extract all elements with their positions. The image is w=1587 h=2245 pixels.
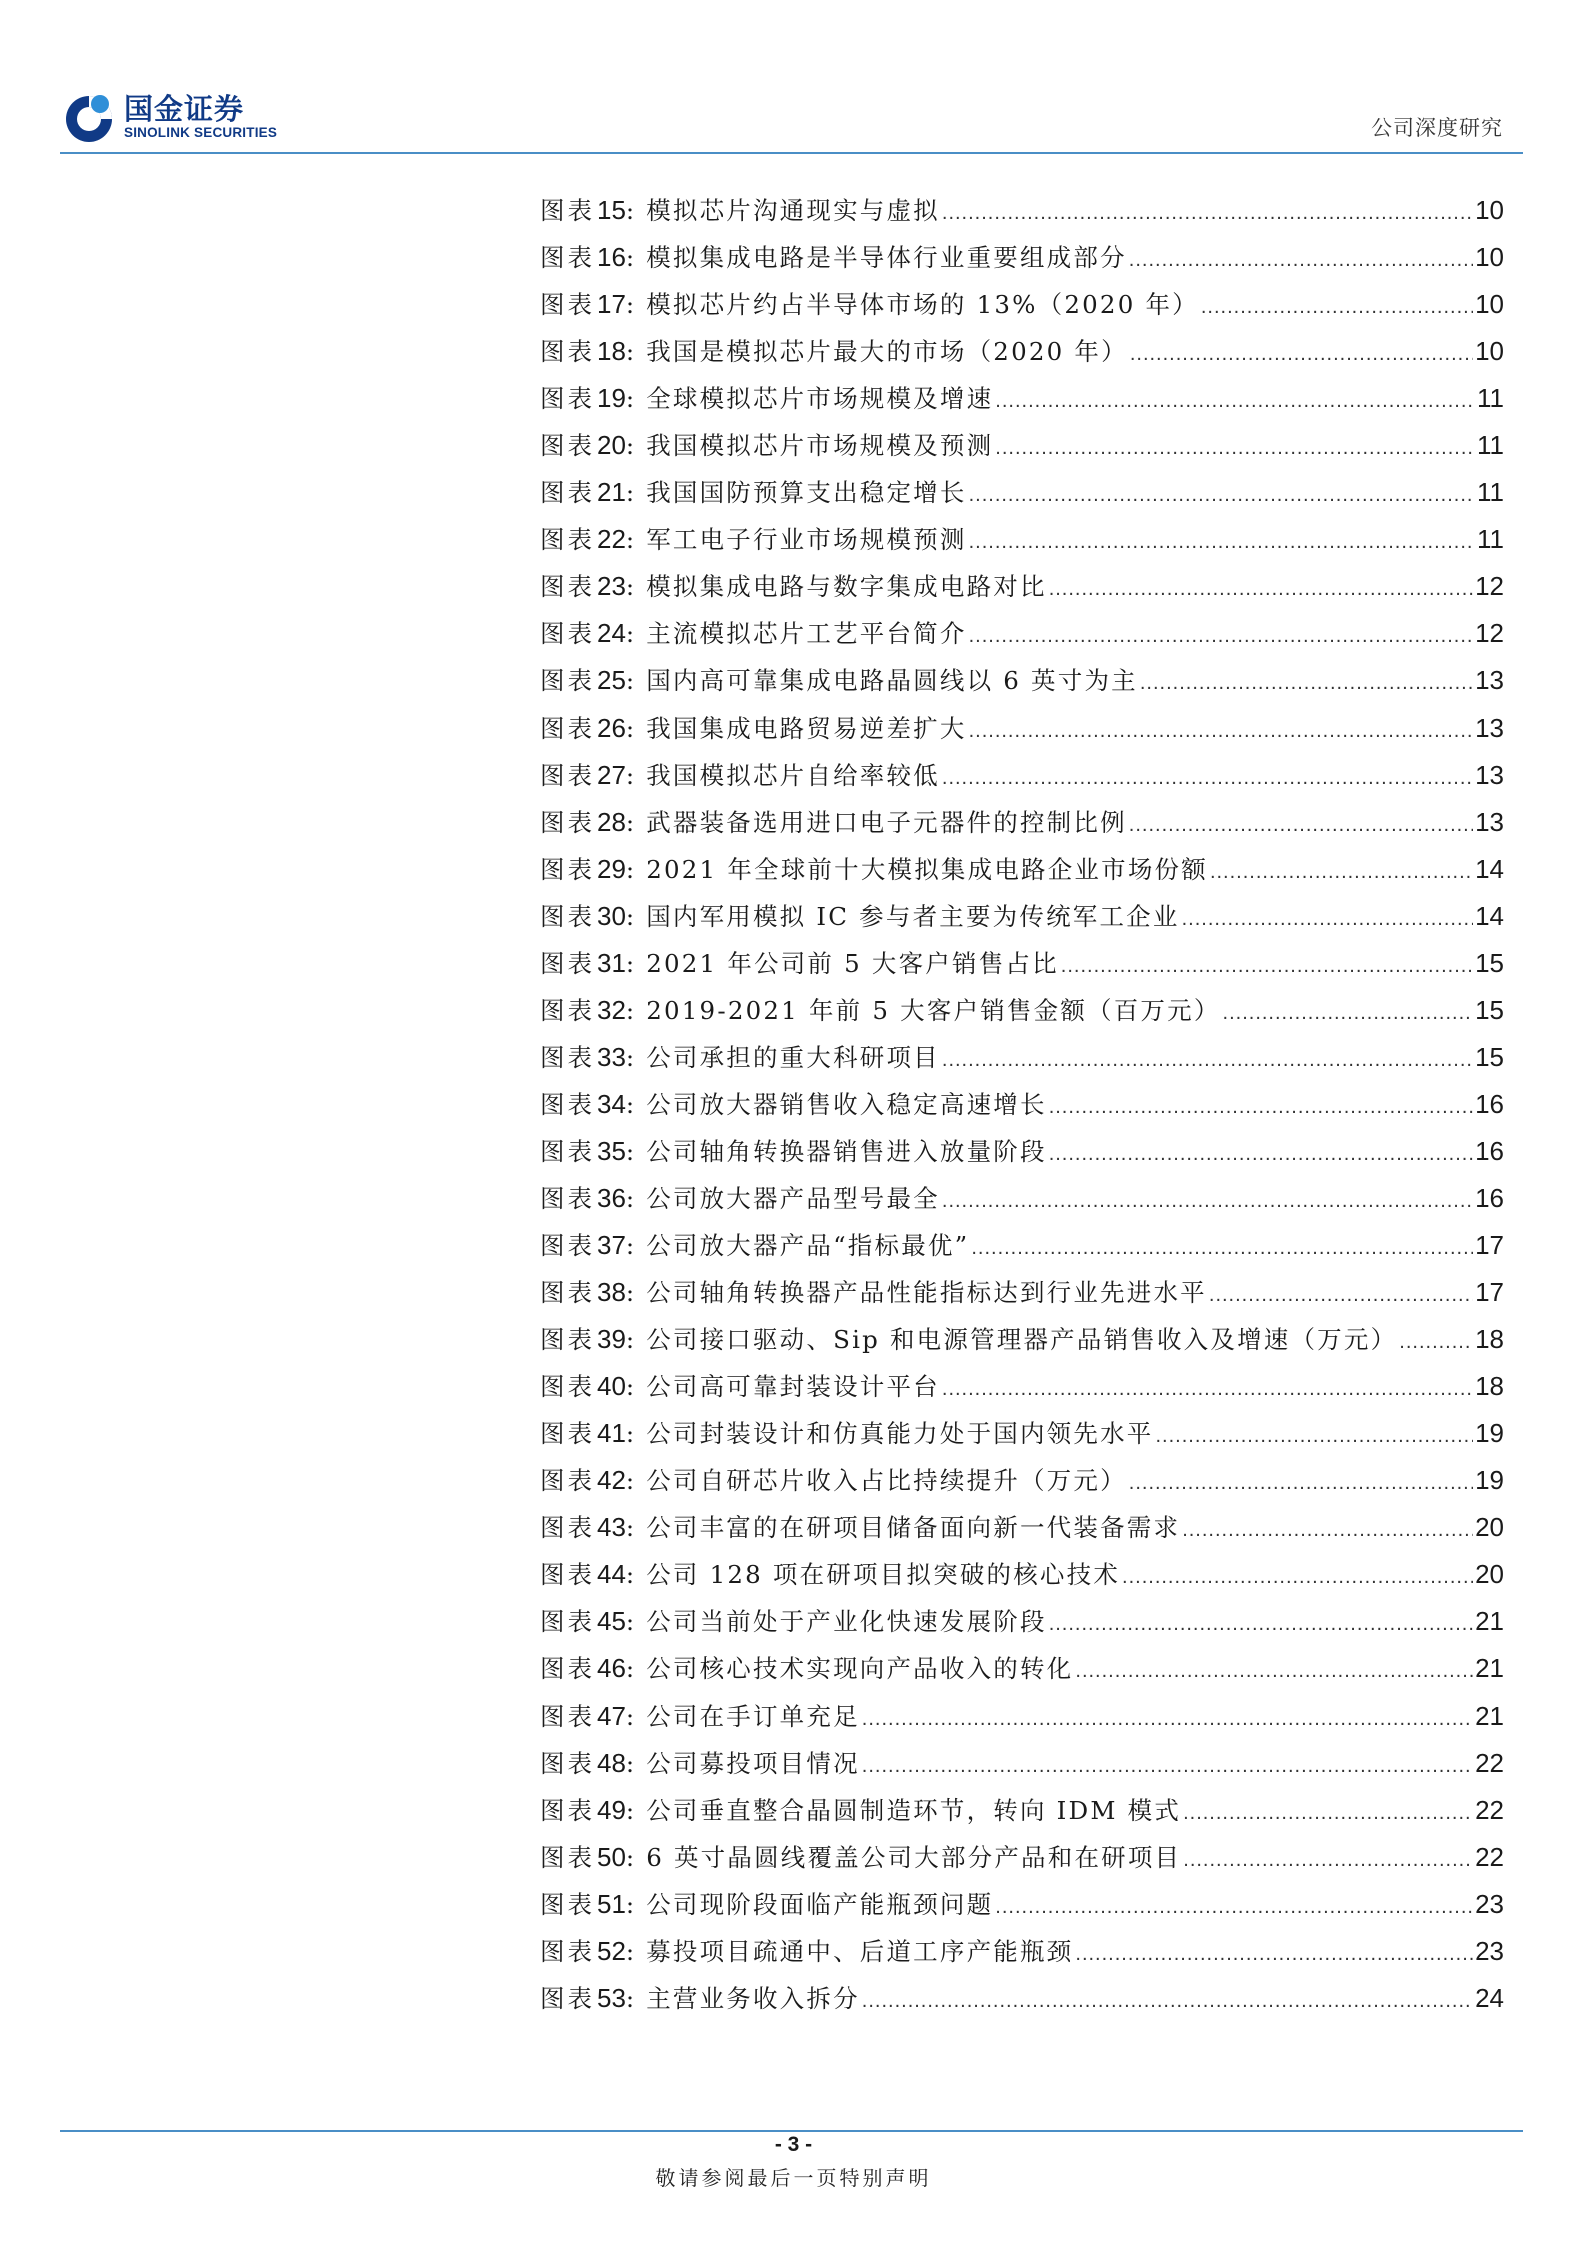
toc-entry-colon: : xyxy=(625,995,635,1025)
toc-leader-dots xyxy=(1201,284,1473,331)
toc-entry-page: 10 xyxy=(1475,195,1504,225)
toc-entry-label: 图表 xyxy=(540,666,595,696)
toc-entry-title: 公司高可靠封装设计平台 xyxy=(646,1372,940,1402)
toc-leader-dots xyxy=(995,425,1475,472)
toc-entry-colon: : xyxy=(625,807,635,837)
toc-entry-page: 12 xyxy=(1475,571,1504,602)
toc-leader-dots xyxy=(1049,1131,1473,1178)
toc-entry-label: 图表 xyxy=(540,290,595,320)
toc-entry-page: 23 xyxy=(1475,1935,1504,1966)
toc-entry-number: 20 xyxy=(597,430,626,461)
toc-entry-page: 10 xyxy=(1475,289,1504,320)
toc-leader-dots xyxy=(1182,896,1473,943)
toc-entry-colon: : xyxy=(625,1231,635,1261)
toc-entry-page: 16 xyxy=(1475,1182,1504,1213)
toc-entry-label: 图表 xyxy=(540,1936,595,1966)
toc-entry-label: 图表 xyxy=(540,1607,595,1637)
toc-entry-label: 图表 xyxy=(540,760,595,790)
toc-entry-title: 2021 年全球前十大模拟集成电路企业市场份额 xyxy=(646,854,1208,884)
toc-entry[interactable] xyxy=(540,563,1504,610)
toc-entry-number: 37 xyxy=(597,1230,626,1261)
toc-leader-dots xyxy=(1075,1931,1473,1978)
toc-entry-title: 公司现阶段面临产能瓶颈问题 xyxy=(646,1889,994,1919)
toc-entry[interactable] xyxy=(540,799,1504,846)
toc-entry-title: 2021 年公司前 5 大客户销售占比 xyxy=(646,948,1059,978)
toc-entry[interactable] xyxy=(540,893,1504,940)
toc-entry-label: 图表 xyxy=(540,1560,595,1590)
toc-entry-number: 40 xyxy=(597,1371,626,1402)
toc-entry-colon: : xyxy=(625,290,635,320)
toc-entry-label: 图表 xyxy=(540,995,595,1025)
toc-leader-dots xyxy=(969,519,1475,566)
toc-entry-page: 21 xyxy=(1475,1700,1504,1731)
toc-entry-colon: : xyxy=(625,1748,635,1778)
toc-entry-colon: : xyxy=(625,1795,635,1825)
toc-entry[interactable] xyxy=(540,1551,1504,1598)
toc-entry-number: 26 xyxy=(597,712,626,743)
toc-entry-colon: : xyxy=(625,1701,635,1731)
toc-entry-colon: : xyxy=(625,337,635,367)
toc-entry-colon: : xyxy=(625,854,635,884)
toc-entry-number: 34 xyxy=(597,1088,626,1119)
toc-entry-page: 20 xyxy=(1475,1512,1504,1543)
toc-entry-label: 图表 xyxy=(540,431,595,461)
toc-entry-number: 46 xyxy=(597,1653,626,1684)
toc-entry-number: 38 xyxy=(597,1277,626,1308)
toc-leader-dots xyxy=(1129,1460,1473,1507)
toc-entry-number: 52 xyxy=(597,1935,626,1966)
toc-entry-title: 国内军用模拟 IC 参与者主要为传统军工企业 xyxy=(646,901,1180,931)
toc-entry-label: 图表 xyxy=(540,337,595,367)
toc-leader-dots xyxy=(995,378,1475,425)
toc-entry[interactable] xyxy=(540,610,1504,657)
toc-entry[interactable] xyxy=(540,1740,1504,1787)
toc-leader-dots xyxy=(1183,1790,1473,1837)
toc-entry-title: 公司 128 项在研项目拟突破的核心技术 xyxy=(646,1560,1121,1590)
toc-entry-label: 图表 xyxy=(540,1183,595,1213)
toc-entry-colon: : xyxy=(625,1372,635,1402)
toc-entry[interactable] xyxy=(540,1128,1504,1175)
toc-leader-dots xyxy=(862,1696,1473,1743)
toc-entry-page: 19 xyxy=(1475,1465,1504,1496)
logo-english-name: SINOLINK SECURITIES xyxy=(124,125,278,140)
toc-entry[interactable] xyxy=(540,1081,1504,1128)
toc-entry-page: 14 xyxy=(1475,853,1504,884)
logo-chinese-name: 国金证券 xyxy=(124,92,245,126)
toc-entry-title: 主流模拟芯片工艺平台简介 xyxy=(646,619,967,649)
toc-entry-title: 武器装备选用进口电子元器件的控制比例 xyxy=(646,807,1127,837)
toc-entry-page: 11 xyxy=(1477,477,1504,508)
toc-entry-number: 15 xyxy=(597,195,626,225)
toc-entry-title: 公司募投项目情况 xyxy=(646,1748,860,1778)
toc-leader-dots xyxy=(1182,1507,1473,1554)
toc-entry-colon: : xyxy=(625,666,635,696)
toc-entry-colon: : xyxy=(625,1889,635,1919)
toc-entry-page: 13 xyxy=(1475,806,1504,837)
toc-entry[interactable] xyxy=(540,281,1504,328)
toc-entry-label: 图表 xyxy=(540,1748,595,1778)
toc-entry-number: 33 xyxy=(597,1041,626,1072)
toc-entry-number: 36 xyxy=(597,1182,626,1213)
report-type: 公司深度研究 xyxy=(1371,116,1503,140)
toc-leader-dots xyxy=(1049,1601,1473,1648)
toc-entry-page: 15 xyxy=(1475,1041,1504,1072)
toc-entry-title: 公司封装设计和仿真能力处于国内领先水平 xyxy=(646,1419,1154,1449)
toc-entry-colon: : xyxy=(625,196,635,225)
toc-entry-colon: : xyxy=(625,619,635,649)
toc-entry[interactable] xyxy=(540,1881,1504,1928)
toc-leader-dots xyxy=(942,755,1473,802)
toc-entry-title: 我国国防预算支出稳定增长 xyxy=(646,478,967,508)
toc-entry-label: 图表 xyxy=(540,572,595,602)
toc-entry-title: 公司承担的重大科研项目 xyxy=(646,1042,940,1072)
toc-entry-colon: : xyxy=(625,1089,635,1119)
toc-leader-dots xyxy=(995,1884,1473,1931)
toc-entry-number: 48 xyxy=(597,1747,626,1778)
toc-leader-dots xyxy=(1075,1648,1473,1695)
toc-entry-page: 16 xyxy=(1475,1088,1504,1119)
toc-leader-dots xyxy=(969,472,1475,519)
toc-entry[interactable] xyxy=(540,1834,1504,1881)
toc-entry[interactable] xyxy=(540,1975,1504,2022)
toc-entry-number: 19 xyxy=(597,383,626,414)
toc-entry-title: 主营业务收入拆分 xyxy=(646,1983,860,2013)
toc-entry-number: 47 xyxy=(597,1700,626,1731)
figure-index-list xyxy=(540,187,1504,2022)
toc-entry[interactable] xyxy=(540,1504,1504,1551)
toc-entry-page: 24 xyxy=(1475,1982,1504,2013)
toc-leader-dots xyxy=(1156,1413,1474,1460)
toc-entry-title: 模拟集成电路与数字集成电路对比 xyxy=(646,572,1047,602)
toc-entry-number: 28 xyxy=(597,806,626,837)
toc-entry-number: 49 xyxy=(597,1794,626,1825)
toc-entry-colon: : xyxy=(625,431,635,461)
toc-entry-colon: : xyxy=(625,948,635,978)
toc-entry-number: 17 xyxy=(597,289,626,320)
toc-entry-colon: : xyxy=(625,1419,635,1449)
toc-leader-dots xyxy=(1210,849,1473,896)
toc-leader-dots xyxy=(969,708,1473,755)
toc-entry-title: 全球模拟芯片市场规模及增速 xyxy=(646,384,994,414)
toc-entry-page: 15 xyxy=(1475,994,1504,1025)
toc-entry-label: 图表 xyxy=(540,807,595,837)
toc-entry-label: 图表 xyxy=(540,1842,595,1872)
disclaimer-text: 敬请参阅最后一页特别声明 xyxy=(655,2166,932,2190)
toc-entry-label: 图表 xyxy=(540,854,595,884)
toc-entry-label: 图表 xyxy=(540,1513,595,1543)
toc-entry[interactable] xyxy=(540,1269,1504,1316)
toc-entry-number: 43 xyxy=(597,1512,626,1543)
footer-divider xyxy=(60,2130,1523,2132)
toc-entry[interactable] xyxy=(540,422,1504,469)
toc-entry-title: 公司放大器产品“指标最优” xyxy=(646,1231,970,1261)
toc-entry-label: 图表 xyxy=(540,478,595,508)
toc-entry-number: 41 xyxy=(597,1418,626,1449)
toc-entry-colon: : xyxy=(625,1466,635,1496)
toc-leader-dots xyxy=(1130,331,1473,378)
toc-entry-colon: : xyxy=(625,1560,635,1590)
toc-entry-title: 模拟集成电路是半导体行业重要组成部分 xyxy=(646,243,1127,273)
toc-entry-colon: : xyxy=(625,384,635,414)
toc-entry-number: 32 xyxy=(597,994,626,1025)
toc-leader-dots xyxy=(1223,990,1474,1037)
toc-entry-colon: : xyxy=(625,1607,635,1637)
company-logo xyxy=(62,90,277,144)
toc-entry-page: 13 xyxy=(1475,759,1504,790)
toc-entry-page: 14 xyxy=(1475,900,1504,931)
toc-entry[interactable] xyxy=(540,1316,1504,1363)
toc-entry-label: 图表 xyxy=(540,1419,595,1449)
toc-entry-label: 图表 xyxy=(540,1701,595,1731)
toc-entry[interactable] xyxy=(540,1034,1504,1081)
toc-entry-title: 我国模拟芯片市场规模及预测 xyxy=(646,431,994,461)
toc-entry-page: 23 xyxy=(1475,1888,1504,1919)
toc-entry-title: 我国集成电路贸易逆差扩大 xyxy=(646,713,967,743)
toc-entry-colon: : xyxy=(625,1278,635,1308)
toc-entry-page: 10 xyxy=(1475,242,1504,273)
toc-leader-dots xyxy=(969,613,1473,660)
toc-entry-label: 图表 xyxy=(540,713,595,743)
toc-entry-label: 图表 xyxy=(540,1466,595,1496)
toc-entry-title: 模拟芯片约占半导体市场的 13%（2020 年） xyxy=(646,290,1199,320)
toc-entry[interactable] xyxy=(540,234,1504,281)
toc-entry-number: 16 xyxy=(597,242,626,273)
toc-entry-page: 13 xyxy=(1475,665,1504,696)
toc-entry-number: 18 xyxy=(597,336,626,367)
toc-entry-colon: : xyxy=(625,760,635,790)
toc-entry-page: 22 xyxy=(1475,1841,1504,1872)
toc-entry-title: 我国模拟芯片自给率较低 xyxy=(646,760,940,790)
toc-entry-label: 图表 xyxy=(540,948,595,978)
toc-entry-colon: : xyxy=(625,478,635,508)
toc-entry[interactable] xyxy=(540,987,1504,1034)
toc-entry-number: 53 xyxy=(597,1982,626,2013)
toc-entry-number: 22 xyxy=(597,524,626,555)
toc-entry-page: 17 xyxy=(1475,1230,1504,1261)
toc-entry-colon: : xyxy=(625,901,635,931)
toc-entry[interactable] xyxy=(540,1693,1504,1740)
toc-entry-label: 图表 xyxy=(540,384,595,414)
toc-entry-label: 图表 xyxy=(540,1889,595,1919)
toc-leader-dots xyxy=(1061,943,1473,990)
toc-entry-label: 图表 xyxy=(540,1231,595,1261)
toc-entry-label: 图表 xyxy=(540,525,595,555)
toc-entry[interactable] xyxy=(540,1928,1504,1975)
toc-entry-colon: : xyxy=(625,1325,635,1355)
toc-entry-title: 2019-2021 年前 5 大客户销售金额（百万元） xyxy=(646,995,1221,1025)
toc-entry-title: 公司核心技术实现向产品收入的转化 xyxy=(646,1654,1074,1684)
toc-entry-number: 44 xyxy=(597,1559,626,1590)
toc-entry-label: 图表 xyxy=(540,243,595,273)
toc-entry[interactable] xyxy=(540,1787,1504,1834)
toc-entry[interactable] xyxy=(540,469,1504,516)
toc-entry-page: 15 xyxy=(1475,947,1504,978)
toc-entry-label: 图表 xyxy=(540,1372,595,1402)
toc-entry-title: 公司垂直整合晶圆制造环节，转向 IDM 模式 xyxy=(646,1795,1182,1825)
toc-leader-dots xyxy=(942,1037,1473,1084)
toc-entry-label: 图表 xyxy=(540,1654,595,1684)
toc-entry-colon: : xyxy=(625,1042,635,1072)
toc-entry-title: 军工电子行业市场规模预测 xyxy=(646,525,967,555)
toc-entry[interactable] xyxy=(540,1410,1504,1457)
toc-entry[interactable] xyxy=(540,1457,1504,1504)
toc-entry-title: 募投项目疏通中、后道工序产能瓶颈 xyxy=(646,1936,1074,1966)
toc-entry[interactable] xyxy=(540,1363,1504,1410)
toc-entry-number: 27 xyxy=(597,759,626,790)
toc-leader-dots xyxy=(862,1743,1473,1790)
toc-entry-title: 公司放大器销售收入稳定高速增长 xyxy=(646,1089,1047,1119)
toc-entry-title: 我国是模拟芯片最大的市场（2020 年） xyxy=(646,337,1128,367)
toc-entry[interactable] xyxy=(540,846,1504,893)
toc-entry[interactable] xyxy=(540,516,1504,563)
toc-entry-page: 16 xyxy=(1475,1135,1504,1166)
toc-entry-number: 25 xyxy=(597,665,626,696)
toc-leader-dots xyxy=(1399,1319,1473,1366)
toc-entry[interactable] xyxy=(540,940,1504,987)
toc-entry[interactable] xyxy=(540,328,1504,375)
toc-entry-number: 29 xyxy=(597,853,626,884)
toc-leader-dots xyxy=(1129,802,1473,849)
toc-entry-page: 22 xyxy=(1475,1747,1504,1778)
toc-entry-label: 图表 xyxy=(540,901,595,931)
toc-entry-title: 模拟芯片沟通现实与虚拟 xyxy=(646,196,940,225)
toc-entry-page: 22 xyxy=(1475,1794,1504,1825)
toc-entry-page: 18 xyxy=(1475,1324,1504,1355)
toc-entry-number: 39 xyxy=(597,1324,626,1355)
toc-entry-colon: : xyxy=(625,1983,635,2013)
toc-leader-dots xyxy=(942,1366,1473,1413)
toc-leader-dots xyxy=(1049,566,1473,613)
toc-leader-dots xyxy=(862,1978,1473,2025)
toc-leader-dots xyxy=(1183,1837,1473,1884)
page-header xyxy=(60,88,1523,154)
toc-entry-label: 图表 xyxy=(540,1136,595,1166)
toc-entry-number: 30 xyxy=(597,900,626,931)
toc-entry-colon: : xyxy=(625,713,635,743)
toc-entry-title: 公司丰富的在研项目储备面向新一代装备需求 xyxy=(646,1513,1181,1543)
toc-entry-page: 17 xyxy=(1475,1277,1504,1308)
toc-entry[interactable] xyxy=(540,1598,1504,1645)
toc-entry-page: 19 xyxy=(1475,1418,1504,1449)
toc-leader-dots xyxy=(1122,1554,1473,1601)
toc-entry-label: 图表 xyxy=(540,1983,595,2013)
toc-entry-title: 公司放大器产品型号最全 xyxy=(646,1183,940,1213)
toc-entry[interactable] xyxy=(540,1175,1504,1222)
toc-entry-colon: : xyxy=(625,572,635,602)
toc-entry-colon: : xyxy=(625,243,635,273)
sinolink-logo-icon xyxy=(62,90,116,144)
toc-entry-title: 公司轴角转换器销售进入放量阶段 xyxy=(646,1136,1047,1166)
toc-leader-dots xyxy=(942,190,1473,237)
toc-entry-colon: : xyxy=(625,1654,635,1684)
toc-entry-page: 21 xyxy=(1475,1606,1504,1637)
toc-entry-number: 21 xyxy=(597,477,626,508)
toc-entry-label: 图表 xyxy=(540,1042,595,1072)
toc-entry-colon: : xyxy=(625,525,635,555)
toc-entry-label: 图表 xyxy=(540,1325,595,1355)
toc-entry-title: 公司自研芯片收入占比持续提升（万元） xyxy=(646,1466,1127,1496)
toc-entry[interactable] xyxy=(540,705,1504,752)
toc-entry-title: 公司轴角转换器产品性能指标达到行业先进水平 xyxy=(646,1278,1207,1308)
toc-entry[interactable] xyxy=(540,187,1504,234)
toc-entry-page: 11 xyxy=(1477,430,1504,461)
toc-entry[interactable] xyxy=(540,657,1504,704)
toc-entry-title: 6 英寸晶圆线覆盖公司大部分产品和在研项目 xyxy=(646,1842,1182,1872)
toc-entry-label: 图表 xyxy=(540,1089,595,1119)
toc-entry-page: 11 xyxy=(1477,383,1504,414)
toc-entry-colon: : xyxy=(625,1183,635,1213)
toc-entry-title: 公司在手订单充足 xyxy=(646,1701,860,1731)
toc-entry-colon: : xyxy=(625,1513,635,1543)
toc-entry-page: 21 xyxy=(1475,1653,1504,1684)
toc-entry-page: 20 xyxy=(1475,1559,1504,1590)
toc-entry-label: 图表 xyxy=(540,196,595,225)
toc-entry-title: 公司接口驱动、Sip 和电源管理器产品销售收入及增速（万元） xyxy=(646,1325,1398,1355)
toc-entry-colon: : xyxy=(625,1136,635,1166)
toc-entry-label: 图表 xyxy=(540,1795,595,1825)
header-divider xyxy=(60,152,1523,154)
toc-leader-dots xyxy=(1129,237,1473,284)
toc-entry-number: 31 xyxy=(597,947,626,978)
toc-entry-page: 18 xyxy=(1475,1371,1504,1402)
toc-entry-number: 23 xyxy=(597,571,626,602)
toc-entry-number: 42 xyxy=(597,1465,626,1496)
toc-entry-label: 图表 xyxy=(540,619,595,649)
toc-entry-number: 45 xyxy=(597,1606,626,1637)
toc-leader-dots xyxy=(971,1225,1473,1272)
toc-entry-colon: : xyxy=(625,1936,635,1966)
toc-leader-dots xyxy=(1140,660,1473,707)
toc-leader-dots xyxy=(942,1178,1473,1225)
toc-entry[interactable] xyxy=(540,1222,1504,1269)
toc-entry-number: 24 xyxy=(597,618,626,649)
toc-entry-number: 35 xyxy=(597,1135,626,1166)
toc-entry-number: 50 xyxy=(597,1841,626,1872)
toc-leader-dots xyxy=(1049,1084,1473,1131)
toc-entry-page: 10 xyxy=(1475,336,1504,367)
toc-entry[interactable] xyxy=(540,375,1504,422)
toc-entry-title: 国内高可靠集成电路晶圆线以 6 英寸为主 xyxy=(646,666,1138,696)
toc-entry-page: 13 xyxy=(1475,712,1504,743)
toc-entry-title: 公司当前处于产业化快速发展阶段 xyxy=(646,1607,1047,1637)
toc-entry-colon: : xyxy=(625,1842,635,1872)
toc-entry[interactable] xyxy=(540,1645,1504,1692)
toc-entry-page: 12 xyxy=(1475,618,1504,649)
toc-entry[interactable] xyxy=(540,752,1504,799)
toc-entry-page: 11 xyxy=(1477,524,1504,555)
page-number: - 3 - xyxy=(774,2133,813,2156)
toc-entry-label: 图表 xyxy=(540,1278,595,1308)
toc-leader-dots xyxy=(1209,1272,1473,1319)
toc-entry-number: 51 xyxy=(597,1888,626,1919)
